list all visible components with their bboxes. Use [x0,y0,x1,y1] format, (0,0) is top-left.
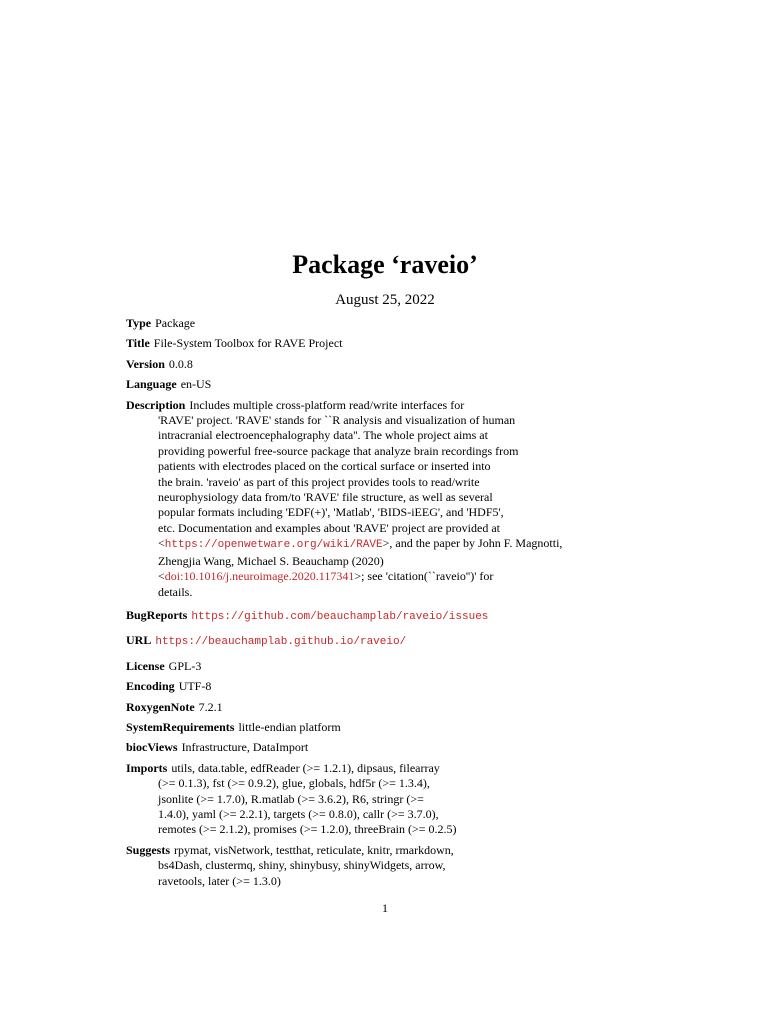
description-fields [126,316,596,894]
doi-link[interactable]: doi:10.1016/j.neuroimage.2020.117341 [164,569,355,584]
description-line: patients with electrodes placed on the cortical surface or inserted into [158,459,491,474]
field-imports [126,761,596,838]
description-line: details. [158,584,193,599]
field-encoding [126,679,596,694]
field-value: GPL-3 [168,658,202,673]
package-date: August 25, 2022 [335,292,435,308]
description-line: Zhengjia Wang, Michael S. Beauchamp (2020) [158,553,384,568]
description-line: neurophysiology data from/to 'RAVE' file structure, as well as several [158,490,493,505]
field-value: little-endian platform [238,719,341,734]
field-biocviews [126,740,596,755]
field-key: BugReports [126,607,188,622]
field-value: File-System Toolbox for RAVE Project [153,336,343,351]
field-value: 0.0.8 [168,356,193,371]
description-line: <https://openwetware.org/wiki/RAVE>, and the paper by John F. Magnotti, [158,536,563,552]
field-value: 7.2.1 [198,699,223,714]
suggests-line: ravetools, later (>= 1.3.0) [158,873,281,888]
field-key: Suggests [126,842,171,857]
field-type [126,316,596,331]
field-value: UTF-8 [178,679,212,694]
field-key: Title [126,336,150,351]
imports-line: utils, data.table, edfReader (>= 1.2.1), dipsaus, filearray [171,760,440,775]
suggests-line: bs4Dash, clustermq, shiny, shinybusy, shinyWidgets, arrow, [158,858,446,873]
rave-wiki-link[interactable]: https://openwetware.org/wiki/RAVE [164,539,383,552]
field-version [126,357,596,372]
field-bugreports [126,608,596,625]
field-value: en-US [180,377,212,392]
field-key: Imports [126,760,168,775]
url-link[interactable]: https://beauchamplab.github.io/raveio/ [155,636,407,649]
imports-line: 1.4.0), yaml (>= 2.2.1), targets (>= 0.8.0), callr (>= 3.7.0), [158,806,439,821]
field-key: Language [126,377,177,392]
imports-line: (>= 0.1.3), fst (>= 0.9.2), glue, globals, hdf5r (>= 1.3.4), [158,776,430,791]
description-line: the brain. 'raveio' as part of this project provides tools to read/write [158,474,480,489]
field-key: Type [126,316,152,330]
field-key: URL [126,633,152,648]
field-key: biocViews [126,740,178,755]
description-line: popular formats including 'EDF(+)', 'Matlab', 'BIDS-iEEG', and 'HDF5', [158,505,504,520]
suggests-line: rpymat, visNetwork, testthat, reticulate, knitr, rmarkdown, [174,842,454,857]
field-license [126,659,596,674]
page-number: 1 [382,901,388,915]
imports-line: jsonlite (>= 1.7.0), R.matlab (>= 3.6.2), R6, stringr (>= [158,791,424,806]
field-key: SystemRequirements [126,719,235,734]
field-value: Infrastructure, DataImport [181,740,309,755]
description-line: etc. Documentation and examples about 'RAVE' project are provided at [158,520,500,535]
description-line: intracranial electroencephalography data''. The whole project aims at [158,428,488,443]
field-description [126,398,596,600]
field-suggests [126,843,596,889]
imports-line: remotes (>= 2.1.2), promises (>= 1.2.0), threeBrain (>= 0.2.5) [158,822,457,837]
field-title [126,336,596,351]
field-key: Encoding [126,679,175,694]
field-value: Package [155,316,196,330]
description-line: <doi:10.1016/j.neuroimage.2020.117341>; see 'citation(``raveio'')' for [158,569,494,584]
field-key: Description [126,397,186,412]
package-title: Package ‘raveio’ [292,250,478,279]
field-systemrequirements [126,720,596,735]
field-roxygennote [126,700,596,715]
bugreports-link[interactable]: https://github.com/beauchamplab/raveio/issues [191,610,489,623]
field-language [126,377,596,392]
description-line: Includes multiple cross-platform read/write interfaces for [189,397,465,412]
field-key: Version [126,356,165,371]
field-url [126,633,596,650]
description-line: providing powerful free-source package that analyze brain recordings from [158,443,519,458]
field-key: License [126,658,165,673]
field-key: RoxygenNote [126,699,195,714]
description-line: 'RAVE' project. 'RAVE' stands for ``R analysis and visualization of human [158,413,516,428]
